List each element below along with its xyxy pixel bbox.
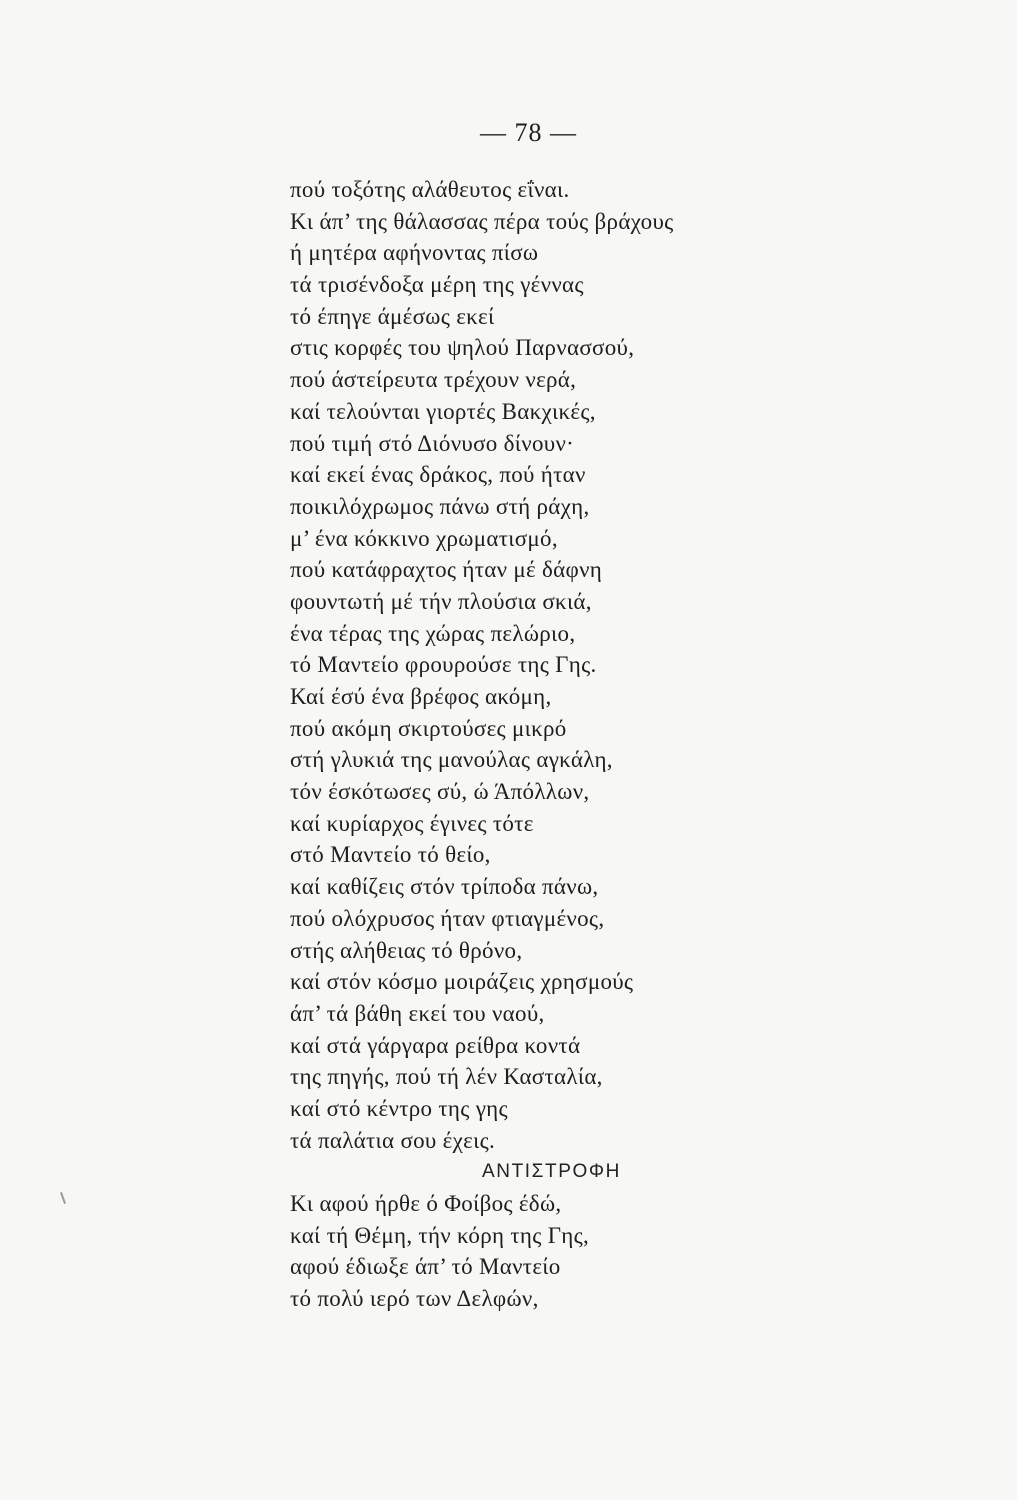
verse-line: καί τή Θέμη, τήν κόρη της Γης, [290,1222,590,1248]
verse-line: στό Μαντείο τό θείο, [290,842,491,868]
verse-line: καί στό κέντρο της γης [290,1095,508,1121]
verse-line: καί στά γάργαρα ρείθρα κοντά [290,1032,581,1058]
verse-line: ή μητέρα αφήνοντας πίσω [290,240,539,266]
verse-line: στή γλυκιά της μανούλας αγκάλη, [290,747,613,773]
verse-line: πού ακόμη σκιρτούσες μικρό [290,715,567,741]
verse-line: αφού έδιωξε άπ’ τό Μαντείο [290,1254,561,1280]
verse-line: ποικιλόχρωμος πάνω στή ράχη, [290,493,590,519]
verse-line: καί στόν κόσμο μοιράζεις χρησμούς [290,969,634,995]
verse-line: πού κατάφραχτος ήταν μέ δάφνη [290,557,603,583]
verse-line: καί εκεί ένας δράκος, πού ήταν [290,462,586,488]
verse-line: Καί έσύ ένα βρέφος ακόμη, [290,684,552,709]
verse-line: Κι αφού ήρθε ό Φοίβος έδώ, [290,1191,562,1216]
verse-line: τό πολύ ιερό των Δελφών, [290,1286,539,1312]
verse-line: τόν έσκότωσες σύ, ώ Άπόλλων, [290,779,590,805]
margin-mark [60,1192,66,1204]
verse-line: πού τιμή στό Διόνυσο δίνουν· [290,430,575,456]
verse-line: πού ολόχρυσος ήταν φτιαγμένος, [290,905,605,931]
verse-line: καί τελούνται γιορτές Βακχικές, [290,398,596,424]
verse-line: καί κυρίαρχος έγινες τότε [290,810,534,836]
verse-line: στις κορφές του ψηλού Παρνασσού, [290,335,635,361]
verse-line: μ’ ένα κόκκινο χρωματισμό, [290,525,558,551]
verse-line: στής αλήθειας τό θρόνο, [290,937,523,963]
verse-block [290,174,970,1315]
verse-line: καί καθίζεις στόν τρίποδα πάνω, [290,874,599,900]
verse-line: τό Μαντείο φρουρούσε της Γης. [290,652,597,678]
page-number: — 78 — [480,118,577,147]
verse-line: πού άστείρευτα τρέχουν νερά, [290,367,577,393]
verse-line: άπ’ τά βάθη εκεί του ναού, [290,1000,545,1026]
verse-line: Κι άπ’ της θάλασσας πέρα τούς βράχους [290,208,674,234]
verse-line: ένα τέρας της χώρας πελώριο, [290,620,576,646]
verse-line: της πηγής, πού τή λέν Κασταλία, [290,1064,603,1090]
verse-line: τό έπηγε άμέσως εκεί [290,303,495,329]
verse-line: πού τοξότης αλάθευτος εΐναι. [290,177,570,202]
verse-line: φουντωτή μέ τήν πλούσια σκιά, [290,588,592,614]
section-heading-antistrophe: ΑΝΤΙΣΤΡΟΦΗ [482,1161,621,1183]
verse-line: τά παλάτια σου έχεις. [290,1127,496,1153]
verse-line: τά τρισένδοξα μέρη της γέννας [290,272,584,298]
